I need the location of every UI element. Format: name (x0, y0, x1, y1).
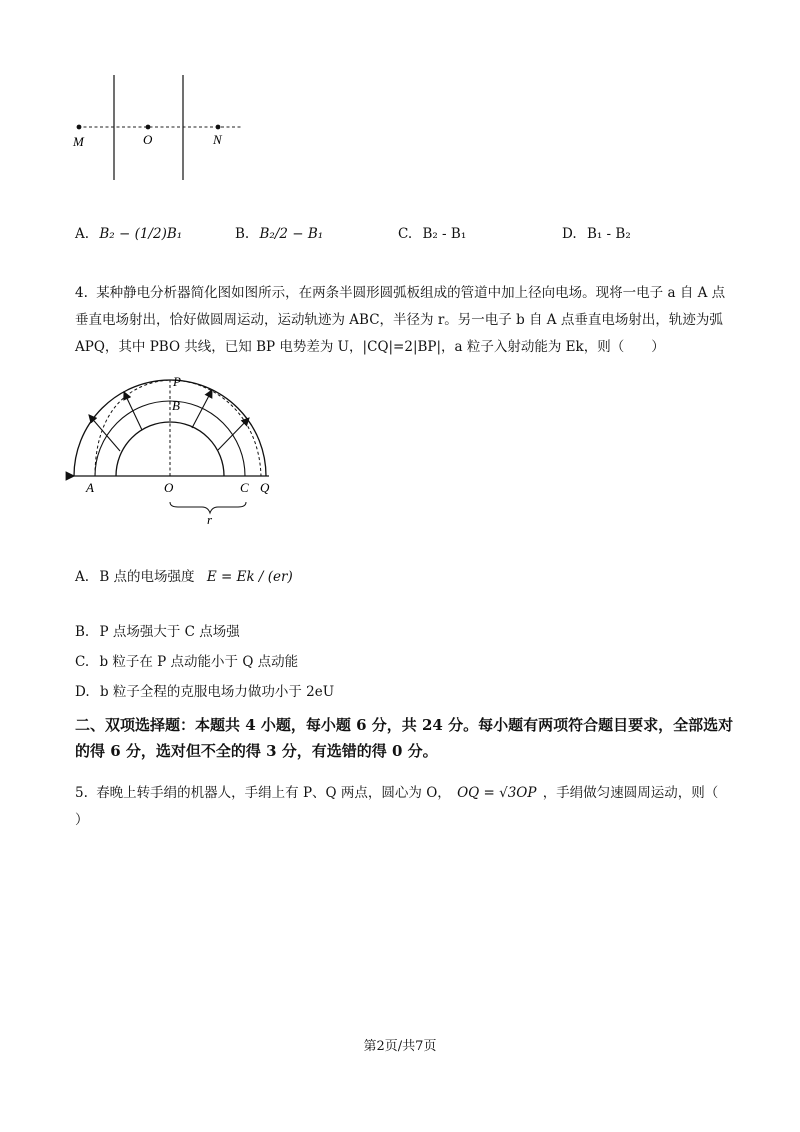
option-text: b 粒子全程的克服电场力做功小于 2eU (99, 684, 335, 700)
point-n (216, 125, 221, 130)
option-letter: B. (235, 226, 250, 242)
q4-stem (75, 280, 735, 361)
formula-e: E = Ek / (er) (206, 569, 293, 585)
field-arrow (192, 390, 212, 428)
point-o (146, 125, 151, 130)
option-letter: A. (75, 226, 90, 242)
label-r: r (207, 512, 213, 527)
label-c: C (240, 480, 249, 495)
question-number: 4. (75, 285, 88, 301)
q4-option-c (75, 650, 298, 676)
question-text: 某种静电分析器简化图如图所示，在两条半圆形圆弧板组成的管道中加上径向电场。现将一电子 a 自 A 点垂直电场射出，恰好做圆周运动，运动轨迹为 ABC，半径为 r。另一电子 b 自 A 点垂直电场射出，轨迹为弧 APQ，其中 PBO 共线，已知 BP 电势差为 U，|CQ|=2|BP|，a 粒子入射动能为 Ek，则（ ） (75, 285, 726, 355)
label-o: O (164, 480, 174, 495)
page-footer: 第2页/共7页 (363, 1039, 437, 1054)
option-text: B₁ - B₂ (586, 226, 631, 242)
option-text: B₂/2 − B₁ (259, 226, 324, 242)
q5-stem (75, 780, 735, 834)
question-text: 春晚上转手绢的机器人，手绢上有 P、Q 两点，圆心为 O， (96, 785, 451, 801)
question-text-end: ） (75, 812, 89, 828)
option-text: B₂ - B₁ (422, 226, 467, 242)
field-arrow (89, 415, 120, 451)
option-text: P 点场强大于 C 点场强 (99, 624, 240, 640)
outer-arc (74, 380, 266, 476)
option-text: b 粒子在 P 点动能小于 Q 点动能 (99, 654, 299, 670)
option-text: B 点的电场强度 (99, 569, 195, 585)
q4-option-a (75, 565, 293, 591)
figure-mon (65, 70, 255, 185)
q3-option-b (235, 226, 323, 242)
label-p: P (173, 374, 181, 389)
section-heading: 二、双项选择题：本题共 4 小题，每小题 6 分，共 24 分。每小题有两项符合题目要求，全部选对的得 6 分，选对但不全的得 3 分，有选错的得 0 分。 (75, 716, 734, 761)
q4-option-d (75, 680, 334, 706)
question-number: 5. (75, 785, 88, 801)
label-b: B (172, 398, 180, 413)
q3-option-a (75, 226, 182, 242)
option-letter: C. (75, 654, 90, 670)
option-letter: A. (75, 569, 90, 585)
question-text-after: ，手绢做匀速圆周运动，则（ (542, 785, 719, 801)
q4-option-b (75, 620, 240, 646)
label-q: Q (260, 480, 270, 495)
q3-option-d (562, 226, 631, 242)
label-o: O (143, 132, 153, 147)
option-letter: B. (75, 624, 90, 640)
option-letter: D. (75, 684, 90, 700)
option-letter: C. (398, 226, 413, 242)
field-arrow (124, 392, 142, 430)
point-m (77, 125, 82, 130)
label-a: A (86, 480, 94, 495)
option-letter: D. (562, 226, 577, 242)
q3-option-c (398, 226, 466, 242)
option-text: B₂ − (1/2)B₁ (99, 226, 183, 242)
formula-oq: OQ = √3OP (457, 785, 537, 801)
label-n: N (213, 132, 222, 147)
label-m: M (73, 134, 84, 149)
figure-analyzer (62, 368, 282, 528)
